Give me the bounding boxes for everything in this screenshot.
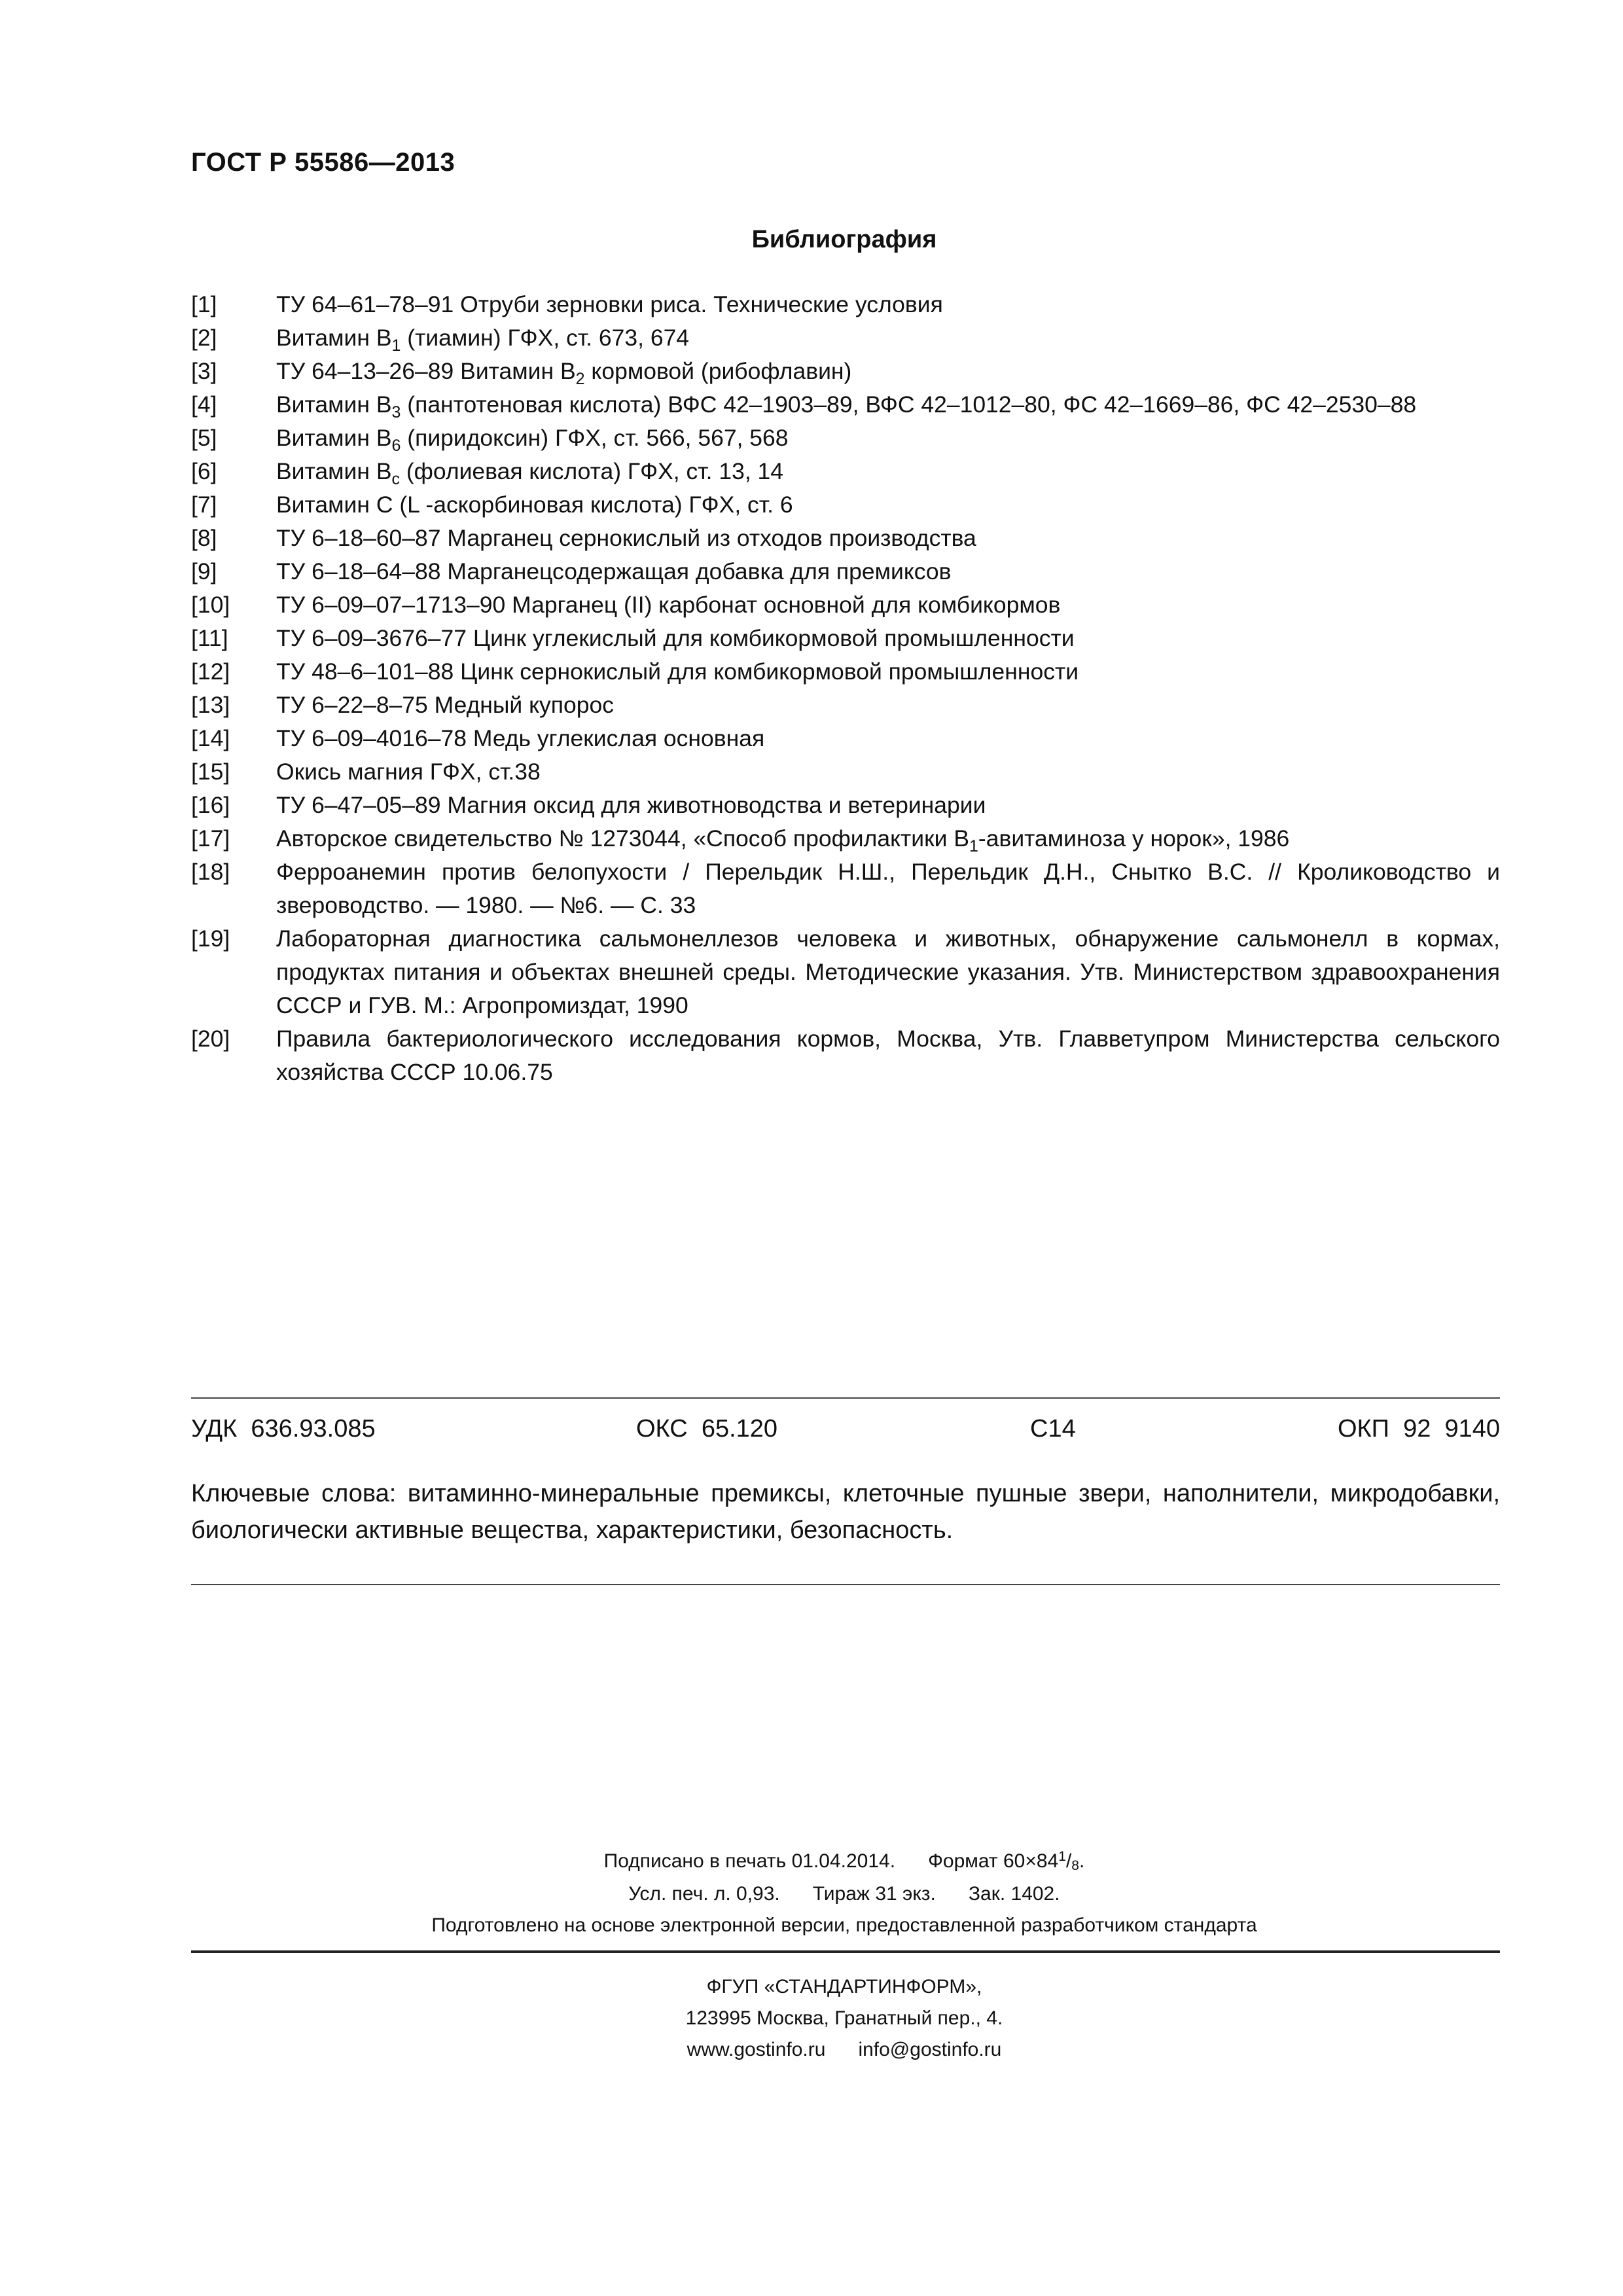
bibliography-item — [191, 789, 1500, 822]
bibliography-item — [191, 822, 1500, 855]
bibliography-item-number: [2] — [191, 325, 217, 351]
bibliography-item-number: [3] — [191, 358, 217, 384]
bibliography-item-text: Витамин С (L -аскорбиновая кислота) ГФХ, ст. 6 — [276, 492, 793, 518]
bibliography-item — [191, 455, 1500, 488]
bibliography-item-text-part: Витамин В — [276, 425, 392, 451]
imprint-line-1: Подписано в печать 01.04.2014. Формат $60\times 84^1/_8$. — [603, 1849, 1085, 1873]
category-code: С14 — [1030, 1415, 1076, 1443]
bibliography-item — [191, 622, 1500, 655]
bibliography-item — [191, 689, 1500, 722]
okp-code: ОКП 92 9140 — [1337, 1415, 1500, 1443]
bibliography-item-text-part: Витамин В — [276, 391, 392, 418]
bibliography-item-number: [5] — [191, 425, 217, 451]
bibliography-item — [191, 755, 1500, 789]
document-code: ГОСТ Р 55586—2013 — [191, 148, 455, 177]
bibliography-item — [191, 555, 1500, 588]
divider-bottom — [191, 1584, 1500, 1585]
bibliography-item — [191, 588, 1500, 622]
divider-publisher — [191, 1950, 1500, 1953]
bibliography-item — [191, 488, 1500, 522]
bibliography-list — [191, 288, 1500, 1089]
bibliography-title: Библиография — [751, 226, 937, 253]
bibliography-item-number: [4] — [191, 391, 217, 418]
bibliography-item — [191, 922, 1500, 1022]
print-run: Тираж 31 экз. — [812, 1883, 936, 1905]
bibliography-item-number: [12] — [191, 658, 230, 685]
bibliography-item-subscript: с — [391, 470, 400, 488]
bibliography-item-number: [17] — [191, 825, 230, 852]
bibliography-item-text: Лабораторная диагностика сальмонеллезов человека и животных, обнаружение сальмонелл в кормах, продуктах питания и объектах внешней среды. Методические указания. Утв. Министерством здравоохранения СССР и ГУВ. М.: Агропромиздат, 1990 — [276, 925, 1500, 1018]
imprint-prepared: Подготовлено на основе электронной версии, предоставленной разработчиком стандарта — [431, 1914, 1257, 1936]
bibliography-item-text — [276, 822, 1500, 855]
bibliography-item-subscript: 6 — [391, 437, 401, 455]
bibliography-item — [191, 522, 1500, 555]
signed-date: Подписано в печать 01.04.2014. — [603, 1850, 896, 1872]
format-end: . — [1079, 1850, 1085, 1872]
bibliography-item-text-part: кормовой (рибофлавин) — [584, 358, 852, 384]
bibliography-item-text-part: (тиамин) ГФХ, ст. 673, 674 — [401, 325, 690, 351]
bibliography-item-number: [16] — [191, 792, 230, 818]
oks-code: ОКС 65.120 — [636, 1415, 778, 1443]
bibliography-item-text: ТУ 6–18–60–87 Марганец сернокислый из отходов производства — [276, 525, 976, 551]
bibliography-item-number: [19] — [191, 925, 230, 952]
bibliography-item-subscript: 1 — [391, 336, 401, 355]
bibliography-item-text — [276, 388, 1500, 422]
bibliography-item-text-part: -авитаминоза у норок», 1986 — [978, 825, 1290, 852]
bibliography-item-number: [8] — [191, 525, 217, 551]
bibliography-item — [191, 422, 1500, 455]
bibliography-item-text: Окись магния ГФХ, ст.38 — [276, 759, 541, 785]
bibliography-item-text: ТУ 6–09–07–1713–90 Марганец (II) карбонат основной для комбикормов — [276, 592, 1061, 618]
bibliography-item-number: [7] — [191, 492, 217, 518]
bibliography-item-text-part: Витамин В — [276, 325, 392, 351]
bibliography-item — [191, 1022, 1500, 1089]
bibliography-item-text: Ферроанемин против белопухости / Перельдик Н.Ш., Перельдик Д.Н., Снытко В.С. // Кролиководство и звероводство. — 1980. — №6. — С. 33 — [276, 859, 1500, 918]
bibliography-item — [191, 355, 1500, 388]
bibliography-item-text: ТУ 48–6–101–88 Цинк сернокислый для комбикормовой промышленности — [276, 658, 1079, 685]
bibliography-item-number: [6] — [191, 458, 217, 484]
classification-row — [191, 1415, 1500, 1448]
publisher-contacts — [0, 2034, 1623, 2066]
bibliography-item-subscript: 3 — [391, 403, 401, 422]
bibliography-item — [191, 321, 1500, 355]
format-numerator: 1 — [1058, 1849, 1066, 1864]
imprint-line-2 — [0, 1878, 1623, 1910]
bibliography-item — [191, 855, 1500, 922]
bibliography-item-text: ТУ 6–22–8–75 Медный купорос — [276, 692, 614, 718]
bibliography-item — [191, 288, 1500, 321]
bibliography-item-text-part: (фолиевая кислота) ГФХ, ст. 13, 14 — [400, 458, 784, 484]
bibliography-item-number: [13] — [191, 692, 230, 718]
bibliography-item-number: [18] — [191, 859, 230, 885]
bibliography-item-text-part: Витамин В — [276, 458, 392, 484]
bibliography-item-text-part: (пиридоксин) ГФХ, ст. 566, 567, 568 — [401, 425, 789, 451]
bibliography-item-text: ТУ 6–18–64–88 Марганецсодержащая добавка для премиксов — [276, 558, 952, 584]
print-sheets: Усл. печ. л. 0,93. — [628, 1883, 780, 1905]
publisher-email[interactable]: info@gostinfo.ru — [858, 2039, 1002, 2060]
format-denominator: 8 — [1071, 1858, 1079, 1873]
bibliography-item-text: Правила бактериологического исследования кормов, Москва, Утв. Главветупром Министерства сельского хозяйства СССР 10.06.75 — [276, 1026, 1500, 1085]
bibliography-item-number: [9] — [191, 558, 217, 584]
bibliography-item-number: [1] — [191, 291, 217, 317]
bibliography-item-text — [276, 321, 1500, 355]
publisher-name: ФГУП «СТАНДАРТИНФОРМ», — [706, 1976, 982, 1998]
bibliography-item-number: [15] — [191, 759, 230, 785]
bibliography-item-text: ТУ 6–09–4016–78 Медь углекислая основная — [276, 725, 765, 751]
bibliography-item — [191, 655, 1500, 689]
publisher-website[interactable]: www.gostinfo.ru — [687, 2039, 826, 2060]
bibliography-item — [191, 722, 1500, 755]
bibliography-item-subscript: 1 — [969, 837, 978, 855]
format-label: Формат 60×84 — [928, 1850, 1059, 1872]
order-number: Зак. 1402. — [968, 1883, 1060, 1905]
bibliography-item-text — [276, 455, 1500, 488]
bibliography-item-subscript: 2 — [575, 370, 585, 388]
udk-code: УДК 636.93.085 — [191, 1415, 376, 1443]
bibliography-item-text: ТУ 64–61–78–91 Отруби зерновки риса. Технические условия — [276, 291, 943, 317]
bibliography-item-number: [14] — [191, 725, 230, 751]
publisher-address: 123995 Москва, Гранатный пер., 4. — [685, 2007, 1003, 2029]
bibliography-item-text-part: Авторское свидетельство № 1273044, «Способ профилактики В — [276, 825, 970, 852]
keywords: Ключевые слова: витаминно-минеральные премиксы, клеточные пушные звери, наполнители, микродобавки, биологически активные вещества, характеристики, безопасность. — [191, 1480, 1500, 1544]
bibliography-item-text — [276, 355, 1500, 388]
bibliography-item-number: [11] — [191, 625, 228, 651]
bibliography-item-text-part: (пантотеновая кислота) ВФС 42–1903–89, ВФС 42–1012–80, ФС 42–1669–86, ФС 42–2530–88 — [401, 391, 1417, 418]
bibliography-item-text-part: ТУ 64–13–26–89 Витамин В — [276, 358, 576, 384]
bibliography-item-number: [10] — [191, 592, 230, 618]
bibliography-item-text — [276, 422, 1500, 455]
bibliography-item — [191, 388, 1500, 422]
divider-top — [191, 1397, 1500, 1399]
bibliography-item-text: ТУ 6–47–05–89 Магния оксид для животноводства и ветеринарии — [276, 792, 986, 818]
bibliography-item-number: [20] — [191, 1026, 230, 1052]
bibliography-item-text: ТУ 6–09–3676–77 Цинк углекислый для комбикормовой промышленности — [276, 625, 1075, 651]
